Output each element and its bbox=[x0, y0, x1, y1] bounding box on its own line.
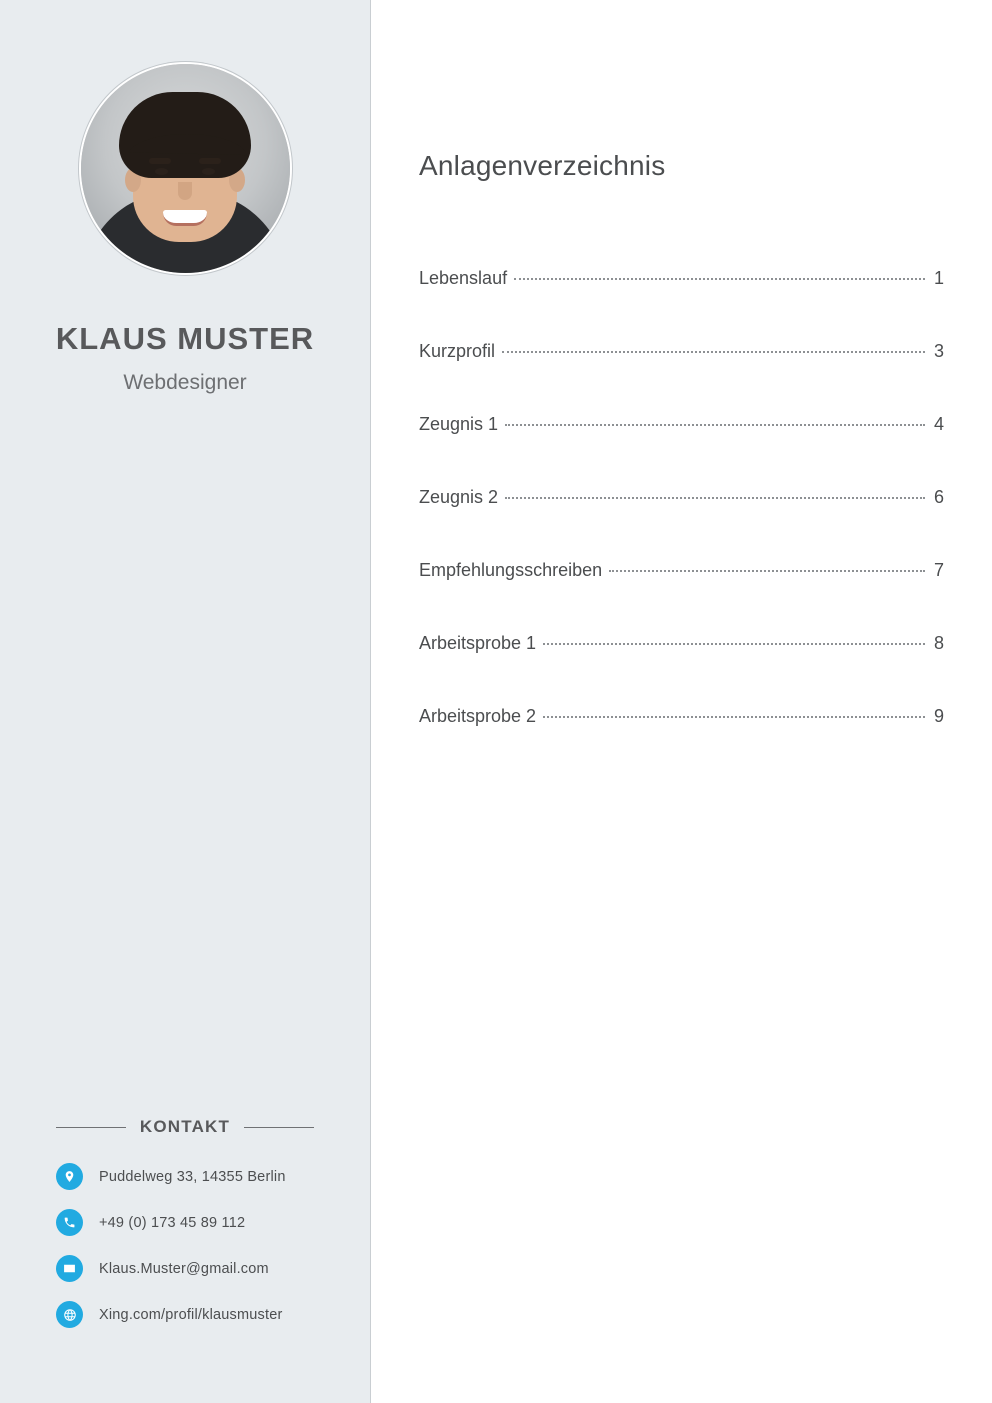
toc-entry-page: 8 bbox=[933, 633, 944, 653]
avatar bbox=[79, 62, 292, 275]
toc-entry-arbeitsprobe-2[interactable] bbox=[419, 706, 944, 727]
toc-leader-dots bbox=[502, 351, 925, 353]
divider-right bbox=[244, 1127, 314, 1128]
person-role: Webdesigner bbox=[123, 371, 247, 394]
toc-leader-dots bbox=[505, 424, 925, 426]
toc-leader-dots bbox=[505, 497, 925, 499]
toc-entry-zeugnis-2[interactable] bbox=[419, 487, 944, 508]
toc-entry-page: 4 bbox=[933, 414, 944, 434]
table-of-contents bbox=[419, 268, 944, 727]
contact-website-text: Xing.com/profil/klausmuster bbox=[99, 1306, 283, 1323]
toc-entry-label: Arbeitsprobe 1 bbox=[419, 633, 537, 653]
toc-entry-label: Lebenslauf bbox=[419, 268, 508, 288]
toc-entry-empfehlungsschreiben[interactable] bbox=[419, 560, 944, 581]
contact-heading bbox=[56, 1117, 314, 1137]
toc-entry-page: 7 bbox=[933, 560, 944, 580]
toc-entry-label: Zeugnis 2 bbox=[419, 487, 499, 507]
toc-leader-dots bbox=[543, 716, 925, 718]
toc-entry-page: 1 bbox=[933, 268, 944, 288]
toc-entry-arbeitsprobe-1[interactable] bbox=[419, 633, 944, 654]
toc-entry-page: 3 bbox=[933, 341, 944, 361]
contact-heading-label: KONTAKT bbox=[139, 1117, 231, 1136]
contact-item-phone bbox=[56, 1209, 314, 1236]
envelope-icon bbox=[56, 1255, 83, 1282]
sidebar bbox=[0, 0, 371, 1403]
contact-item-website[interactable] bbox=[56, 1301, 314, 1328]
divider-left bbox=[56, 1127, 126, 1128]
toc-entry-lebenslauf[interactable] bbox=[419, 268, 944, 289]
contact-address-text: Puddelweg 33, 14355 Berlin bbox=[99, 1168, 286, 1185]
globe-icon bbox=[56, 1301, 83, 1328]
toc-entry-label: Zeugnis 1 bbox=[419, 414, 499, 434]
contact-phone-text: +49 (0) 173 45 89 112 bbox=[99, 1214, 246, 1231]
toc-leader-dots bbox=[543, 643, 925, 645]
toc-leader-dots bbox=[609, 570, 925, 572]
toc-entry-label: Arbeitsprobe 2 bbox=[419, 706, 537, 726]
portrait-illustration bbox=[81, 64, 290, 273]
contact-item-address bbox=[56, 1163, 314, 1190]
main-content bbox=[371, 0, 992, 1403]
page-title: Anlagenverzeichnis bbox=[419, 150, 666, 181]
contact-item-email[interactable] bbox=[56, 1255, 314, 1282]
toc-entry-page: 6 bbox=[933, 487, 944, 507]
location-pin-icon bbox=[56, 1163, 83, 1190]
toc-entry-page: 9 bbox=[933, 706, 944, 726]
toc-entry-label: Empfehlungsschreiben bbox=[419, 560, 603, 580]
phone-icon bbox=[56, 1209, 83, 1236]
toc-entry-zeugnis-1[interactable] bbox=[419, 414, 944, 435]
person-name: KLAUS MUSTER bbox=[55, 321, 315, 356]
contact-section bbox=[0, 1117, 370, 1347]
toc-entry-label: Kurzprofil bbox=[419, 341, 496, 361]
contact-email-text: Klaus.Muster@gmail.com bbox=[99, 1260, 269, 1277]
toc-entry-kurzprofil[interactable] bbox=[419, 341, 944, 362]
toc-leader-dots bbox=[514, 278, 925, 280]
